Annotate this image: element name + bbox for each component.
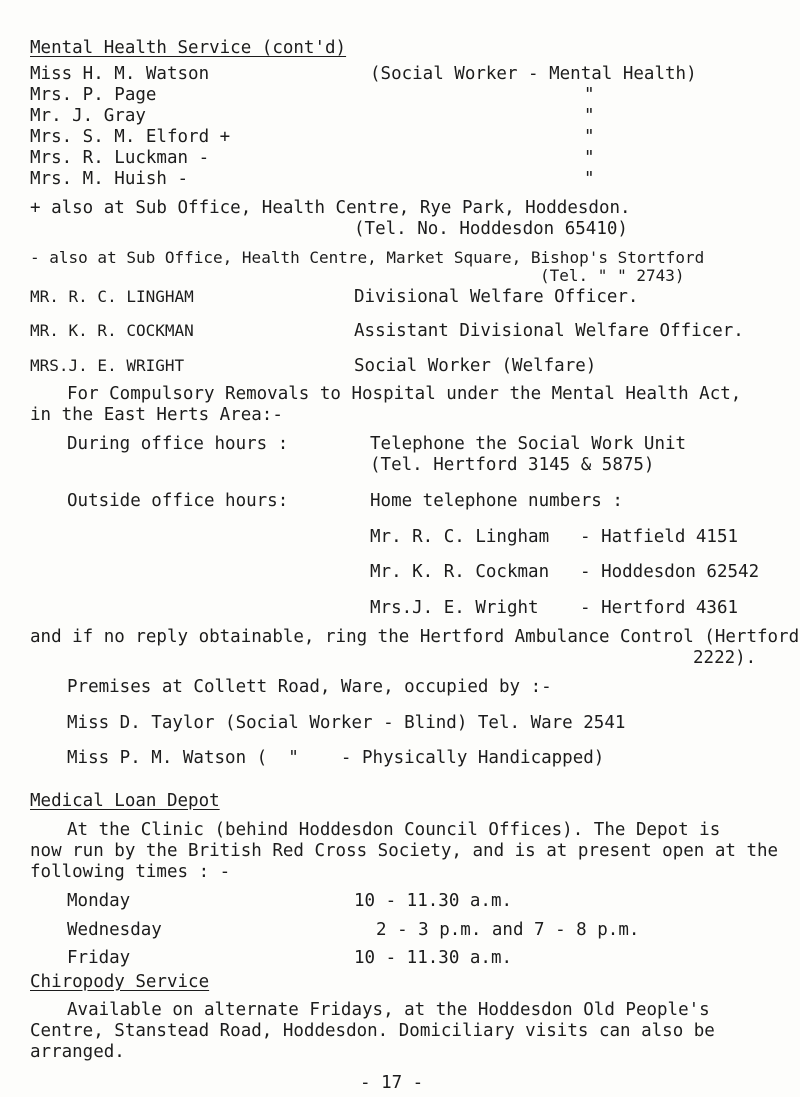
home-number: - Hatfield 4151 bbox=[580, 527, 739, 547]
sub-office-tel: (Tel. No. Hoddesdon 65410) bbox=[354, 219, 628, 239]
home-number-name: Mr. K. R. Cockman bbox=[370, 562, 550, 582]
sub-office-note: - also at Sub Office, Health Centre, Market Square, Bishop's Stortford bbox=[30, 248, 705, 267]
premises-staff: Miss D. Taylor (Social Worker - Blind) Tel. Ware 2541 bbox=[67, 713, 626, 733]
officer-role: Assistant Divisional Welfare Officer. bbox=[354, 321, 744, 341]
staff-role: " bbox=[584, 169, 595, 189]
loan-day: Friday bbox=[67, 948, 131, 968]
outside-hours-label: Outside office hours: bbox=[67, 491, 289, 511]
sub-office-note: + also at Sub Office, Health Centre, Rye Park, Hoddesdon. bbox=[30, 198, 631, 218]
ambulance-text: and if no reply obtainable, ring the Hertford Ambulance Control (Hertford bbox=[30, 627, 800, 647]
loan-depot-text: At the Clinic (behind Hoddesdon Council Offices). The Depot is bbox=[67, 820, 721, 840]
officer-name: MRS.J. E. WRIGHT bbox=[30, 356, 185, 375]
staff-role: " bbox=[584, 127, 595, 147]
home-number-name: Mrs.J. E. Wright bbox=[370, 598, 539, 618]
staff-name: Mrs. M. Huish - bbox=[30, 169, 189, 189]
loan-day: Monday bbox=[67, 891, 131, 911]
staff-role: " bbox=[584, 106, 595, 126]
outside-hours-text: Home telephone numbers : bbox=[370, 491, 623, 511]
ambulance-text: 2222). bbox=[693, 648, 757, 668]
home-number: - Hertford 4361 bbox=[580, 598, 739, 618]
loan-day: Wednesday bbox=[67, 920, 162, 940]
home-number-name: Mr. R. C. Lingham bbox=[370, 527, 550, 547]
removals-text: For Compulsory Removals to Hospital under the Mental Health Act, bbox=[67, 384, 742, 404]
staff-role: " bbox=[584, 148, 595, 168]
loan-depot-heading: Medical Loan Depot bbox=[30, 791, 220, 811]
staff-name: Mrs. P. Page bbox=[30, 85, 157, 105]
removals-text: in the East Herts Area:- bbox=[30, 405, 283, 425]
home-number: - Hoddesdon 62542 bbox=[580, 562, 760, 582]
officer-role: Social Worker (Welfare) bbox=[354, 356, 597, 376]
loan-time: 10 - 11.30 a.m. bbox=[354, 891, 513, 911]
staff-name: Mrs. S. M. Elford + bbox=[30, 127, 231, 147]
premises-text: Premises at Collett Road, Ware, occupied by :- bbox=[67, 677, 552, 697]
loan-time: 2 - 3 p.m. and 7 - 8 p.m. bbox=[376, 920, 640, 940]
office-hours-text: Telephone the Social Work Unit bbox=[370, 434, 687, 454]
loan-time: 10 - 11.30 a.m. bbox=[354, 948, 513, 968]
officer-role: Divisional Welfare Officer. bbox=[354, 287, 639, 307]
staff-name: Mr. J. Gray bbox=[30, 106, 146, 126]
chiropody-text: Available on alternate Fridays, at the Hoddesdon Old People's bbox=[67, 1000, 710, 1020]
staff-name: Mrs. R. Luckman - bbox=[30, 148, 210, 168]
loan-depot-text: following times : - bbox=[30, 862, 231, 882]
office-hours-tel: (Tel. Hertford 3145 & 5875) bbox=[370, 455, 655, 475]
sub-office-tel: (Tel. " " 2743) bbox=[540, 266, 685, 285]
officer-name: MR. K. R. COCKMAN bbox=[30, 321, 194, 340]
premises-staff: Miss P. M. Watson ( " - Physically Handicapped) bbox=[67, 748, 605, 768]
staff-role: " bbox=[584, 85, 595, 105]
staff-name: Miss H. M. Watson bbox=[30, 64, 210, 84]
loan-depot-text: now run by the British Red Cross Society, and is at present open at the bbox=[30, 841, 779, 861]
chiropody-text: arranged. bbox=[30, 1042, 125, 1062]
chiropody-text: Centre, Stanstead Road, Hoddesdon. Domiciliary visits can also be bbox=[30, 1021, 715, 1041]
chiropody-heading: Chiropody Service bbox=[30, 972, 210, 992]
staff-role: (Social Worker - Mental Health) bbox=[370, 64, 697, 84]
office-hours-label: During office hours : bbox=[67, 434, 289, 454]
page-number: - 17 - bbox=[360, 1073, 424, 1093]
officer-name: MR. R. C. LINGHAM bbox=[30, 287, 194, 306]
section-heading: Mental Health Service (cont'd) bbox=[30, 38, 347, 58]
